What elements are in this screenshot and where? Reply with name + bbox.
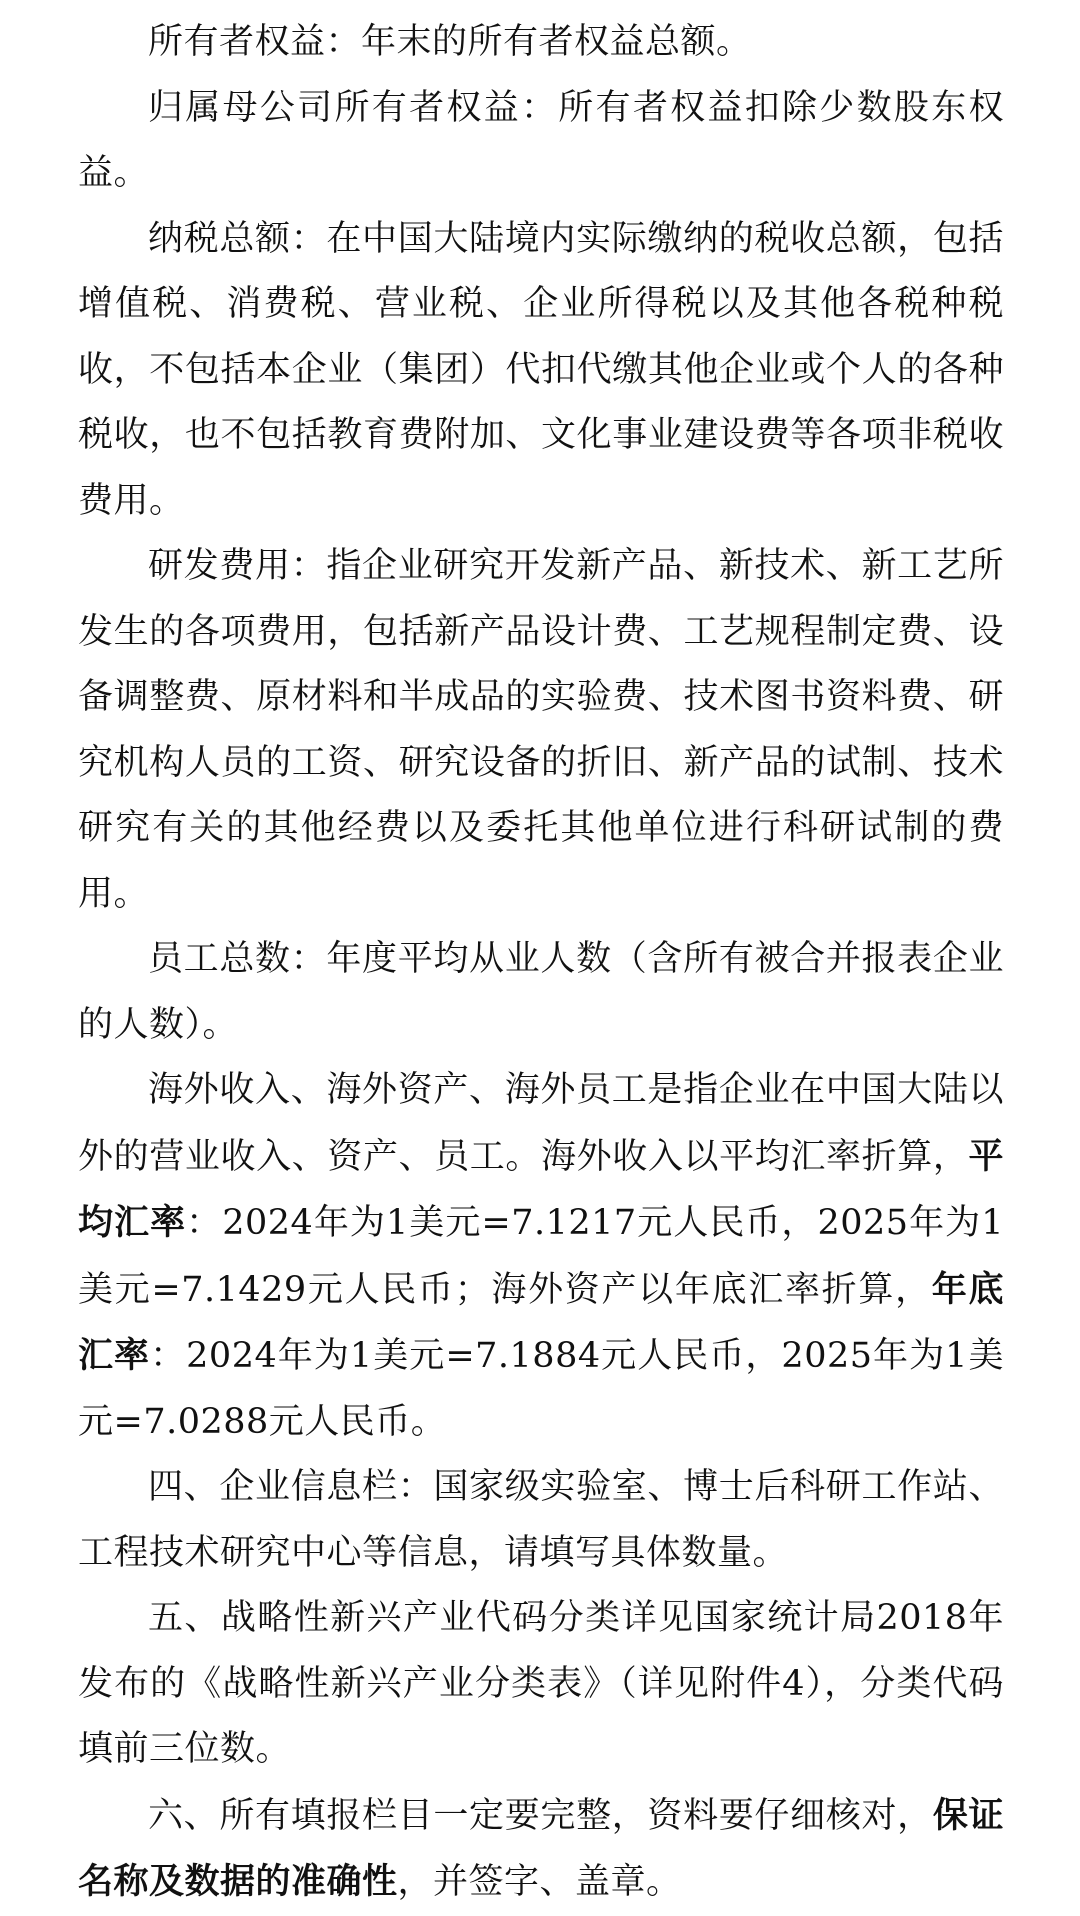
section-four: 四、企业信息栏：国家级实验室、博士后科研工作站、工程技术研究中心等信息，请填写具体数量。 bbox=[78, 1467, 1004, 1573]
section-six bbox=[78, 1783, 1004, 1916]
section-five: 五、战略性新兴产业代码分类详见国家统计局2018年发布的《战略性新兴产业分类表》（详见附件4），分类代码填前三位数。 bbox=[78, 1598, 1004, 1769]
definition-parent-equity: 归属母公司所有者权益：所有者权益扣除少数股东权益。 bbox=[78, 87, 1004, 193]
definition-rd-expense: 研发费用：指企业研究开发新产品、新技术、新工艺所发生的各项费用，包括新产品设计费、工艺规程制定费、设备调整费、原材料和半成品的实验费、技术图书资料费、研究机构人员的工资、研究设备的折旧、新产品的试制、技术研究有关的其他经费以及委托其他单位进行科研试制的费用。 bbox=[78, 546, 1004, 914]
year-end-rate-label: 年底汇率 bbox=[78, 1268, 1004, 1376]
document-body bbox=[78, 10, 1004, 1916]
average-rate-text: ：2024年为1美元=7.1217元人民币，2025年为1美元=7.1429元人民币；海外资产以年底汇率折算， bbox=[78, 1203, 1004, 1310]
average-rate-label: 平均汇率 bbox=[78, 1135, 1004, 1243]
year-end-rate-text: ：2024年为1美元=7.1884元人民币，2025年为1美元=7.0288元人民币。 bbox=[78, 1336, 1004, 1442]
definition-overseas bbox=[78, 1058, 1004, 1455]
section-six-closing: ，并签字、盖章。 bbox=[397, 1862, 682, 1902]
accuracy-emphasis: 保证名称及数据的准确性 bbox=[78, 1794, 1004, 1902]
definition-employee-count: 员工总数：年度平均从业人数（含所有被合并报表企业的人数）。 bbox=[78, 939, 1004, 1045]
definition-total-tax: 纳税总额：在中国大陆境内实际缴纳的税收总额，包括增值税、消费税、营业税、企业所得税以及其他各税种税收，不包括本企业（集团）代扣代缴其他企业或个人的各种税收，也不包括教育费附加、文化事业建设费等各项非税收费用。 bbox=[78, 218, 1004, 521]
definition-owners-equity: 所有者权益：年末的所有者权益总额。 bbox=[148, 22, 752, 62]
section-six-intro: 六、所有填报栏目一定要完整，资料要仔细核对， bbox=[148, 1795, 933, 1836]
overseas-intro: 海外收入、海外资产、海外员工是指企业在中国大陆以外的营业收入、资产、员工。海外收入以平均汇率折算， bbox=[78, 1070, 1004, 1177]
